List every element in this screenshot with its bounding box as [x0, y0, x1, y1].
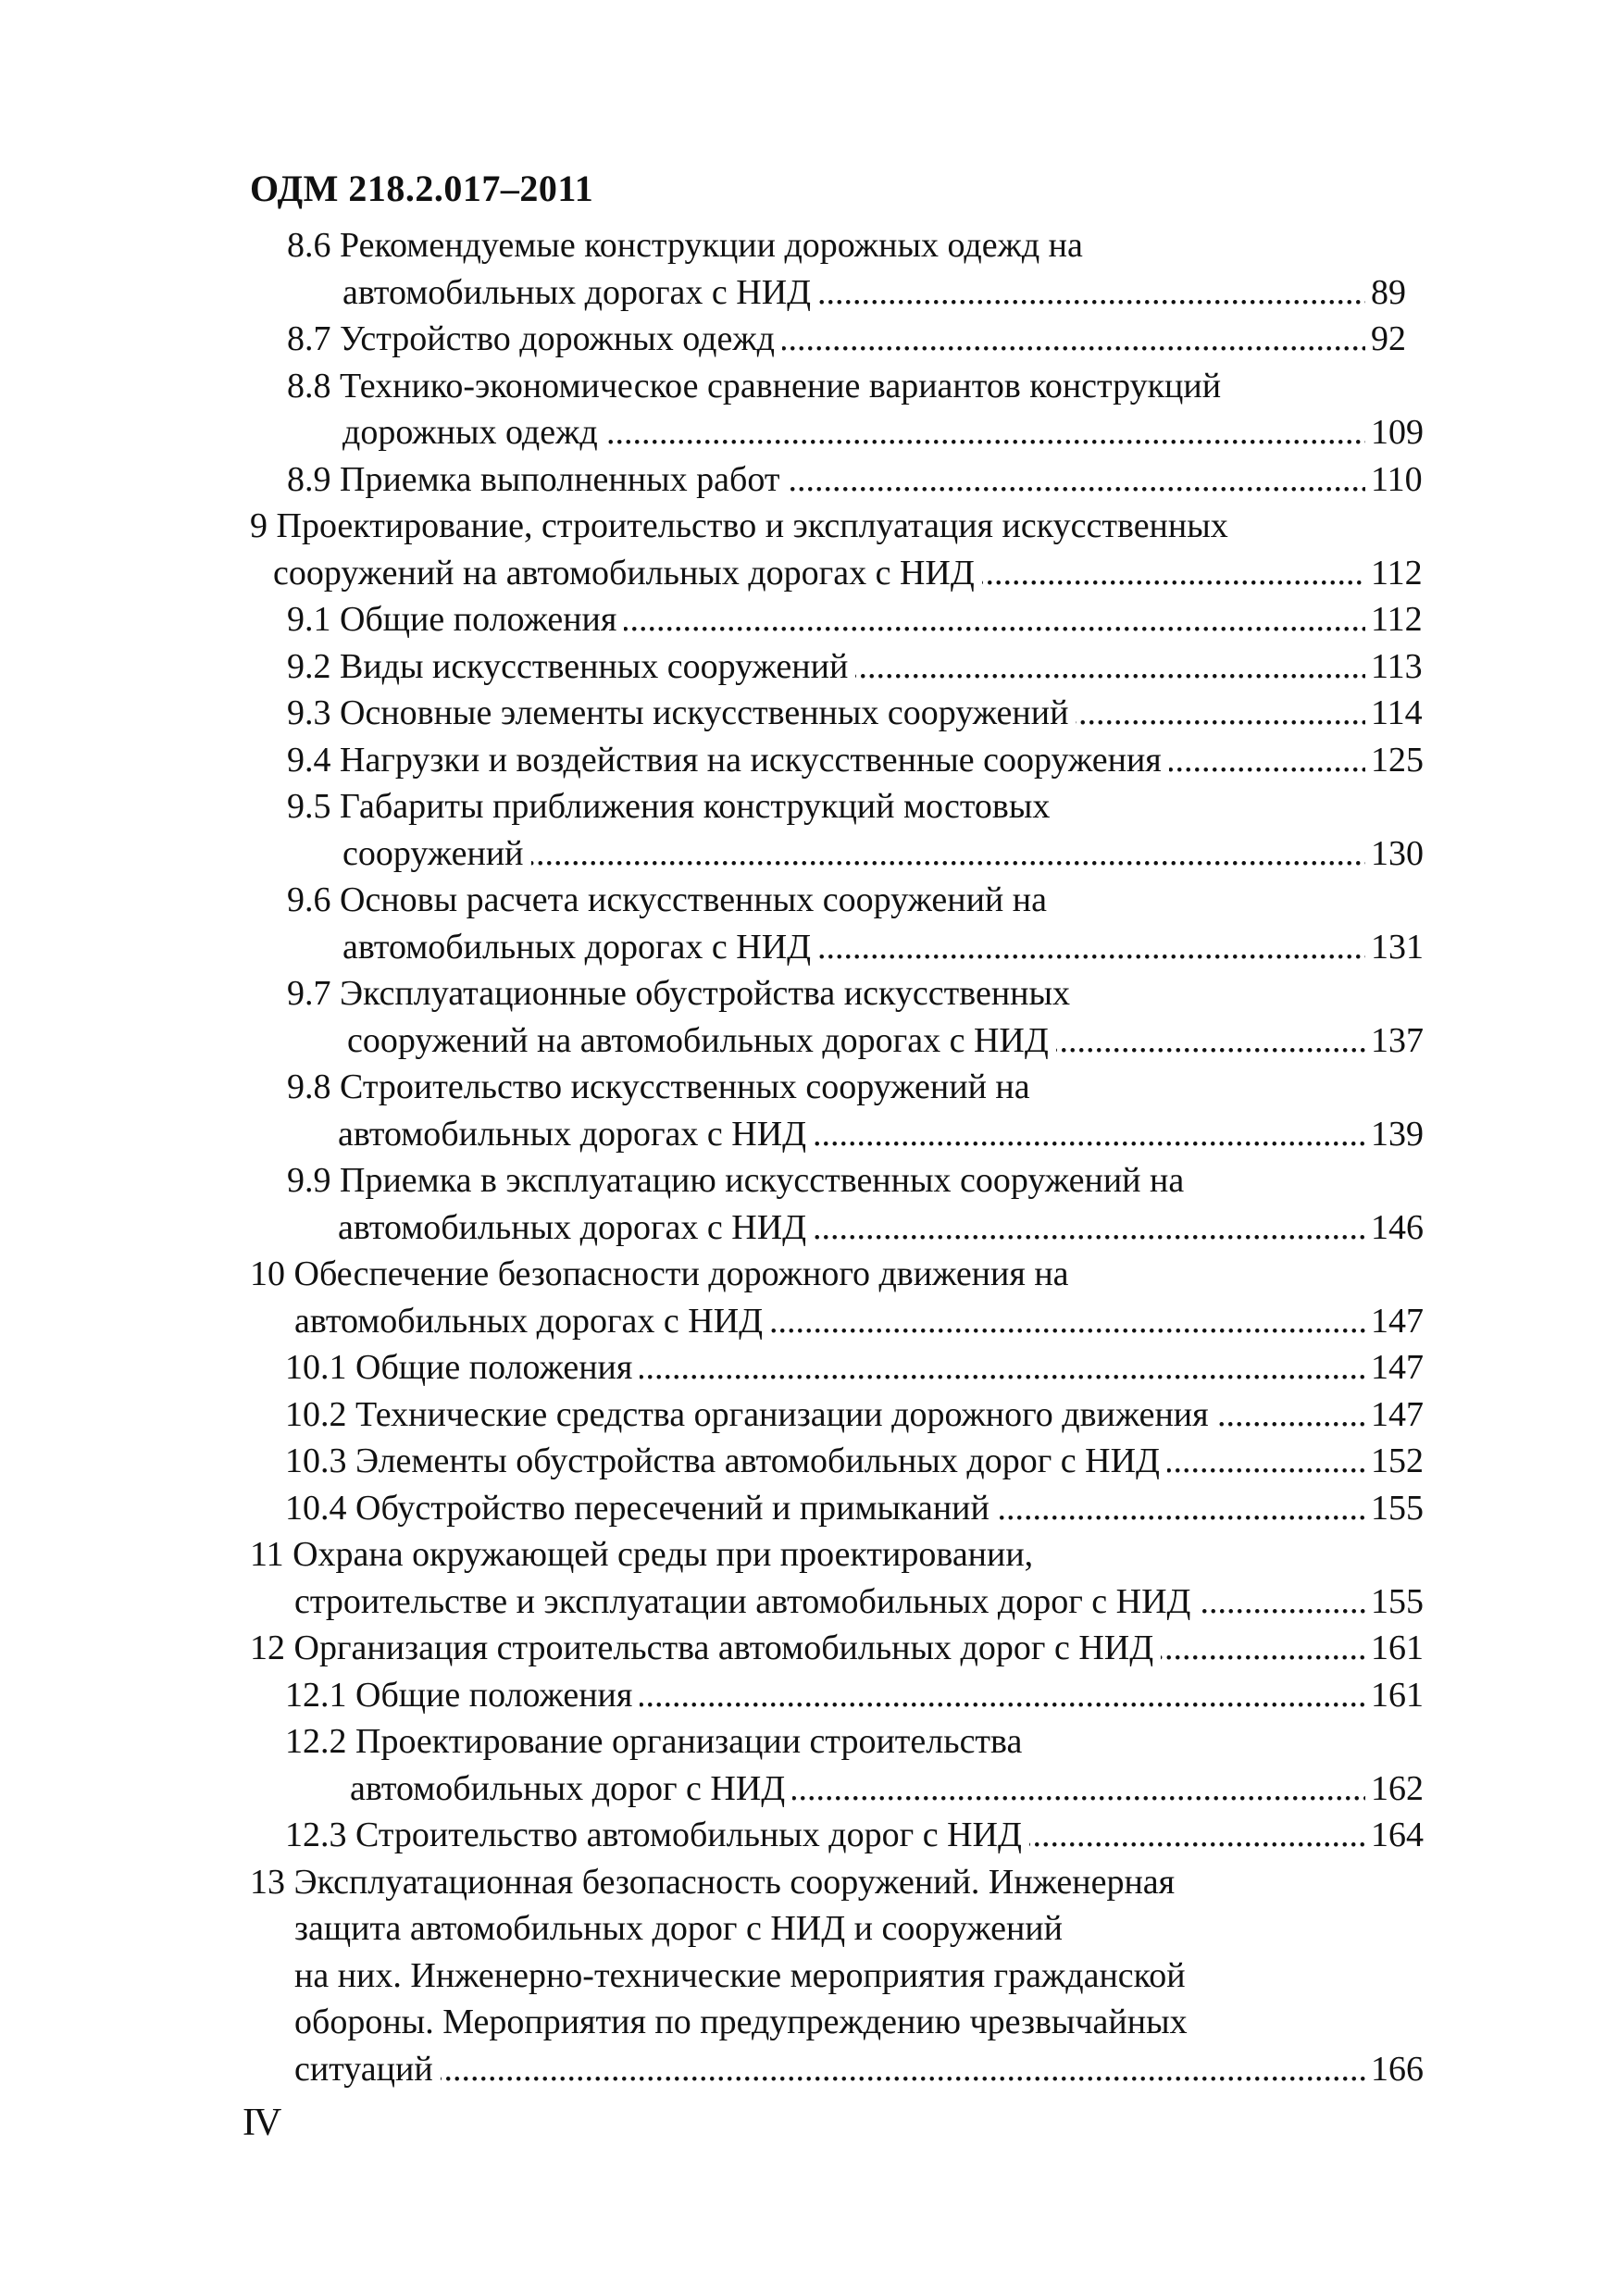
- toc-page-number: 137: [1365, 1017, 1436, 1064]
- toc-line: [0, 1111, 1618, 1158]
- toc-line: [0, 1017, 1618, 1065]
- toc-entry-title: 12.2 Проектирование организации строительства: [285, 1718, 1029, 1765]
- toc-line: [0, 456, 1618, 504]
- toc-line: [0, 1344, 1618, 1391]
- toc-page-number: 147: [1365, 1344, 1436, 1391]
- toc-line: [0, 830, 1618, 878]
- toc-page-number: 125: [1365, 737, 1436, 783]
- toc-line: [0, 1204, 1618, 1252]
- toc-entry-title: 8.7 Устройство дорожных одежд: [287, 316, 782, 362]
- toc-line: [0, 1485, 1618, 1532]
- toc-entry-title: ситуаций: [294, 2046, 441, 2092]
- toc-page-number: 130: [1365, 830, 1436, 877]
- toc-entry-title: 9.8 Строительство искусственных сооружений на: [287, 1064, 1038, 1110]
- toc-line: [0, 1672, 1618, 1719]
- toc-entry-title: 13 Эксплуатационная безопасность сооружений. Инженерная: [250, 1859, 1182, 1905]
- toc-entry-title: 10.1 Общие положения: [285, 1344, 640, 1391]
- toc-line: [0, 1578, 1618, 1626]
- toc-line: [0, 1953, 1618, 2000]
- toc-entry-title: 10.3 Элементы обустройства автомобильных дорог с НИД: [285, 1438, 1167, 1484]
- toc-page-number: 162: [1365, 1766, 1436, 1812]
- toc-line: [0, 1625, 1618, 1672]
- toc-line: [0, 924, 1618, 971]
- toc-entry-title: сооружений на автомобильных дорогах с НИД: [273, 550, 982, 596]
- toc-entry-title: автомобильных дорогах с НИД: [338, 1111, 814, 1157]
- toc-line: [0, 643, 1618, 691]
- table-of-contents: [0, 222, 1618, 2092]
- toc-line: [0, 269, 1618, 317]
- toc-entry-title: автомобильных дорог с НИД: [350, 1766, 792, 1812]
- toc-line: [0, 1064, 1618, 1111]
- toc-entry-title: 10 Обеспечение безопасности дорожного движения на: [250, 1251, 1077, 1297]
- toc-entry-title: автомобильных дорогах с НИД: [338, 1204, 814, 1251]
- toc-page-number: 89: [1365, 269, 1436, 316]
- toc-page-number: 161: [1365, 1672, 1436, 1718]
- toc-entry-title: 9.9 Приемка в эксплуатацию искусственных сооружений на: [287, 1157, 1191, 1204]
- page-number: IV: [243, 2102, 280, 2144]
- toc-entry-title: защита автомобильных дорог с НИД и сооружений: [294, 1905, 1070, 1952]
- toc-line: [0, 363, 1618, 410]
- toc-line: [0, 1905, 1618, 1953]
- toc-line: [0, 1812, 1618, 1859]
- toc-entry-title: 9.6 Основы расчета искусственных сооружений на: [287, 877, 1054, 923]
- toc-page-number: 110: [1365, 456, 1436, 503]
- toc-line: [0, 1766, 1618, 1813]
- toc-line: [0, 550, 1618, 597]
- toc-page-number: 155: [1365, 1485, 1436, 1531]
- toc-entry-title: 10.2 Технические средства организации дорожного движения: [285, 1391, 1216, 1438]
- toc-entry-title: обороны. Мероприятия по предупреждению чрезвычайных: [294, 1999, 1195, 2045]
- toc-page-number: 161: [1365, 1625, 1436, 1671]
- toc-entry-title: 12.3 Строительство автомобильных дорог с НИД: [285, 1812, 1029, 1858]
- toc-line: [0, 877, 1618, 924]
- document-code-header: ОДМ 218.2.017–2011: [250, 168, 594, 209]
- toc-page-number: 155: [1365, 1578, 1436, 1625]
- toc-line: [0, 409, 1618, 456]
- toc-line: [0, 1251, 1618, 1298]
- toc-entry-title: автомобильных дорогах с НИД: [342, 924, 818, 970]
- toc-page-number: 166: [1365, 2046, 1436, 2092]
- toc-page-number: 147: [1365, 1298, 1436, 1344]
- toc-line: [0, 503, 1618, 550]
- toc-line: [0, 970, 1618, 1017]
- toc-entry-title: 11 Охрана окружающей среды при проектировании,: [250, 1531, 1040, 1578]
- toc-page-number: 113: [1365, 643, 1436, 690]
- toc-line: [0, 690, 1618, 737]
- toc-line: [0, 1718, 1618, 1766]
- toc-entry-title: 9.4 Нагрузки и воздействия на искусственные сооружения: [287, 737, 1169, 783]
- toc-page-number: 92: [1365, 316, 1436, 362]
- toc-line: [0, 2046, 1618, 2093]
- toc-page-number: 139: [1365, 1111, 1436, 1157]
- toc-entry-title: автомобильных дорогах с НИД: [294, 1298, 770, 1344]
- toc-entry-title: автомобильных дорогах с НИД: [342, 269, 818, 316]
- toc-entry-title: строительстве и эксплуатации автомобильных дорог с НИД: [294, 1578, 1198, 1625]
- toc-entry-title: на них. Инженерно-технические мероприятия гражданской: [294, 1953, 1193, 1999]
- toc-line: [0, 737, 1618, 784]
- toc-page-number: 112: [1365, 550, 1436, 596]
- toc-entry-title: 8.9 Приемка выполненных работ: [287, 456, 787, 503]
- toc-page-number: 112: [1365, 596, 1436, 643]
- toc-entry-title: 9 Проектирование, строительство и эксплуатация искусственных: [250, 503, 1236, 549]
- toc-entry-title: 9.5 Габариты приближения конструкций мостовых: [287, 783, 1057, 830]
- toc-line: [0, 1531, 1618, 1578]
- toc-entry-title: сооружений: [342, 830, 531, 877]
- toc-line: [0, 316, 1618, 363]
- toc-page-number: 109: [1365, 409, 1436, 455]
- toc-entry-title: 9.2 Виды искусственных сооружений: [287, 643, 855, 690]
- toc-line: [0, 1438, 1618, 1485]
- toc-entry-title: 10.4 Обустройство пересечений и примыканий: [285, 1485, 997, 1531]
- toc-page-number: 131: [1365, 924, 1436, 970]
- toc-page-number: 152: [1365, 1438, 1436, 1484]
- toc-entry-title: 12 Организация строительства автомобильных дорог с НИД: [250, 1625, 1161, 1671]
- toc-entry-title: 9.1 Общие положения: [287, 596, 624, 643]
- toc-line: [0, 1298, 1618, 1345]
- toc-line: [0, 1999, 1618, 2046]
- toc-entry-title: дорожных одежд: [342, 409, 605, 455]
- toc-line: [0, 596, 1618, 643]
- toc-line: [0, 1157, 1618, 1204]
- toc-page-number: 164: [1365, 1812, 1436, 1858]
- toc-line: [0, 1391, 1618, 1439]
- toc-line: [0, 783, 1618, 830]
- toc-line: [0, 222, 1618, 269]
- toc-entry-title: 9.3 Основные элементы искусственных сооружений: [287, 690, 1076, 736]
- toc-entry-title: 12.1 Общие положения: [285, 1672, 640, 1718]
- toc-entry-title: 8.6 Рекомендуемые конструкции дорожных одежд на: [287, 222, 1090, 268]
- toc-entry-title: сооружений на автомобильных дорогах с НИД: [347, 1017, 1056, 1064]
- toc-line: [0, 1859, 1618, 1906]
- toc-page-number: 147: [1365, 1391, 1436, 1438]
- toc-entry-title: 9.7 Эксплуатационные обустройства искусственных: [287, 970, 1077, 1017]
- toc-page-number: 146: [1365, 1204, 1436, 1251]
- toc-leader-dots: [294, 2046, 1428, 2092]
- toc-entry-title: 8.8 Технико-экономическое сравнение вариантов конструкций: [287, 363, 1228, 409]
- toc-page-number: 114: [1365, 690, 1436, 736]
